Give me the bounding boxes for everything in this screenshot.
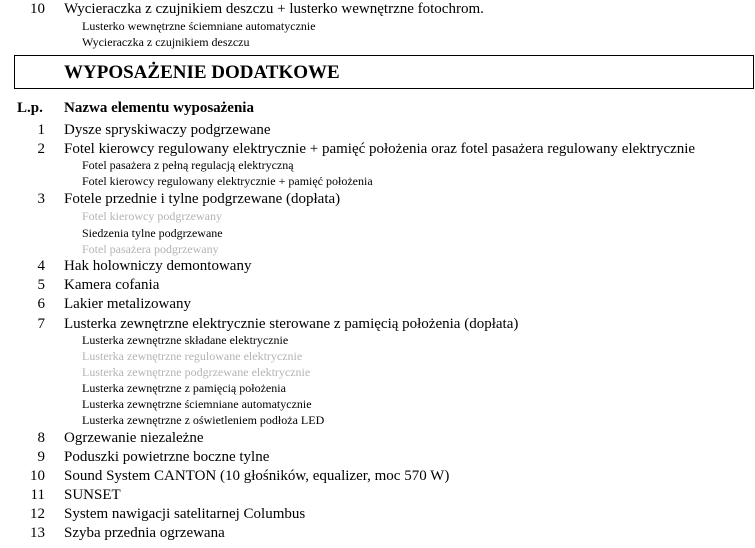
- item-sub: Fotel pasażera z pełną regulacją elektryczną: [82, 158, 294, 172]
- item-text: Kamera cofania: [64, 277, 160, 293]
- item-sub-muted: Fotel pasażera podgrzewany: [82, 242, 219, 256]
- item-number: 2: [37, 141, 45, 157]
- item-text: Ogrzewanie niezależne: [64, 430, 204, 446]
- item-sub: Lusterka zewnętrzne z oświetleniem podłoża LED: [82, 413, 325, 427]
- item-text: Sound System CANTON (10 głośników, equalizer, moc 570 W): [64, 468, 450, 484]
- item-text: Lakier metalizowany: [64, 296, 192, 312]
- item-number: 3: [37, 191, 45, 207]
- item-text: Hak holowniczy demontowany: [64, 258, 252, 274]
- item-sub-muted: Lusterka zewnętrzne podgrzewane elektrycznie: [82, 365, 311, 379]
- section-title: WYPOSAŻENIE DODATKOWE: [64, 62, 340, 83]
- item-number: 8: [37, 430, 45, 446]
- item-text: SUNSET: [64, 487, 121, 503]
- item-number: 13: [30, 525, 45, 541]
- item-number: 12: [30, 506, 45, 522]
- item-number: 1: [37, 122, 45, 138]
- top-item-sub: Lusterko wewnętrzne ściemniane automatycznie: [82, 19, 316, 33]
- item-text: Fotel kierowcy regulowany elektrycznie + pamięć położenia oraz fotel pasażera regulowany elektrycznie: [64, 141, 696, 157]
- column-header-lp: L.p.: [17, 100, 43, 116]
- item-sub: Lusterka zewnętrzne składane elektrycznie: [82, 333, 289, 347]
- item-text: System nawigacji satelitarnej Columbus: [64, 506, 306, 522]
- item-sub: Lusterka zewnętrzne ściemniane automatycznie: [82, 397, 312, 411]
- item-sub: Fotel kierowcy regulowany elektrycznie + pamięć położenia: [82, 174, 373, 188]
- top-item-text: Wycieraczka z czujnikiem deszczu + lusterko wewnętrzne fotochrom.: [64, 1, 484, 17]
- item-number: 7: [37, 316, 45, 332]
- item-text: Szyba przednia ogrzewana: [64, 525, 225, 541]
- column-header-name: Nazwa elementu wyposażenia: [64, 100, 254, 116]
- top-item-number: 10: [30, 1, 45, 17]
- item-sub: Lusterka zewnętrzne z pamięcią położenia: [82, 381, 286, 395]
- item-text: Lusterka zewnętrzne elektrycznie sterowane z pamięcią położenia (dopłata): [64, 316, 519, 332]
- item-text: Dysze spryskiwaczy podgrzewane: [64, 122, 271, 138]
- item-sub-muted: Lusterka zewnętrzne regulowane elektrycznie: [82, 349, 303, 363]
- top-item-sub: Wycieraczka z czujnikiem deszczu: [82, 35, 250, 49]
- item-number: 6: [37, 296, 45, 312]
- item-number: 10: [30, 468, 45, 484]
- item-text: Poduszki powietrzne boczne tylne: [64, 449, 270, 465]
- item-number: 11: [30, 487, 45, 503]
- item-sub-muted: Fotel kierowcy podgrzewany: [82, 209, 222, 223]
- item-number: 9: [37, 449, 45, 465]
- item-number: 5: [37, 277, 45, 293]
- item-text: Fotele przednie i tylne podgrzewane (dopłata): [64, 191, 341, 207]
- item-sub: Siedzenia tylne podgrzewane: [82, 226, 223, 240]
- item-number: 4: [37, 258, 45, 274]
